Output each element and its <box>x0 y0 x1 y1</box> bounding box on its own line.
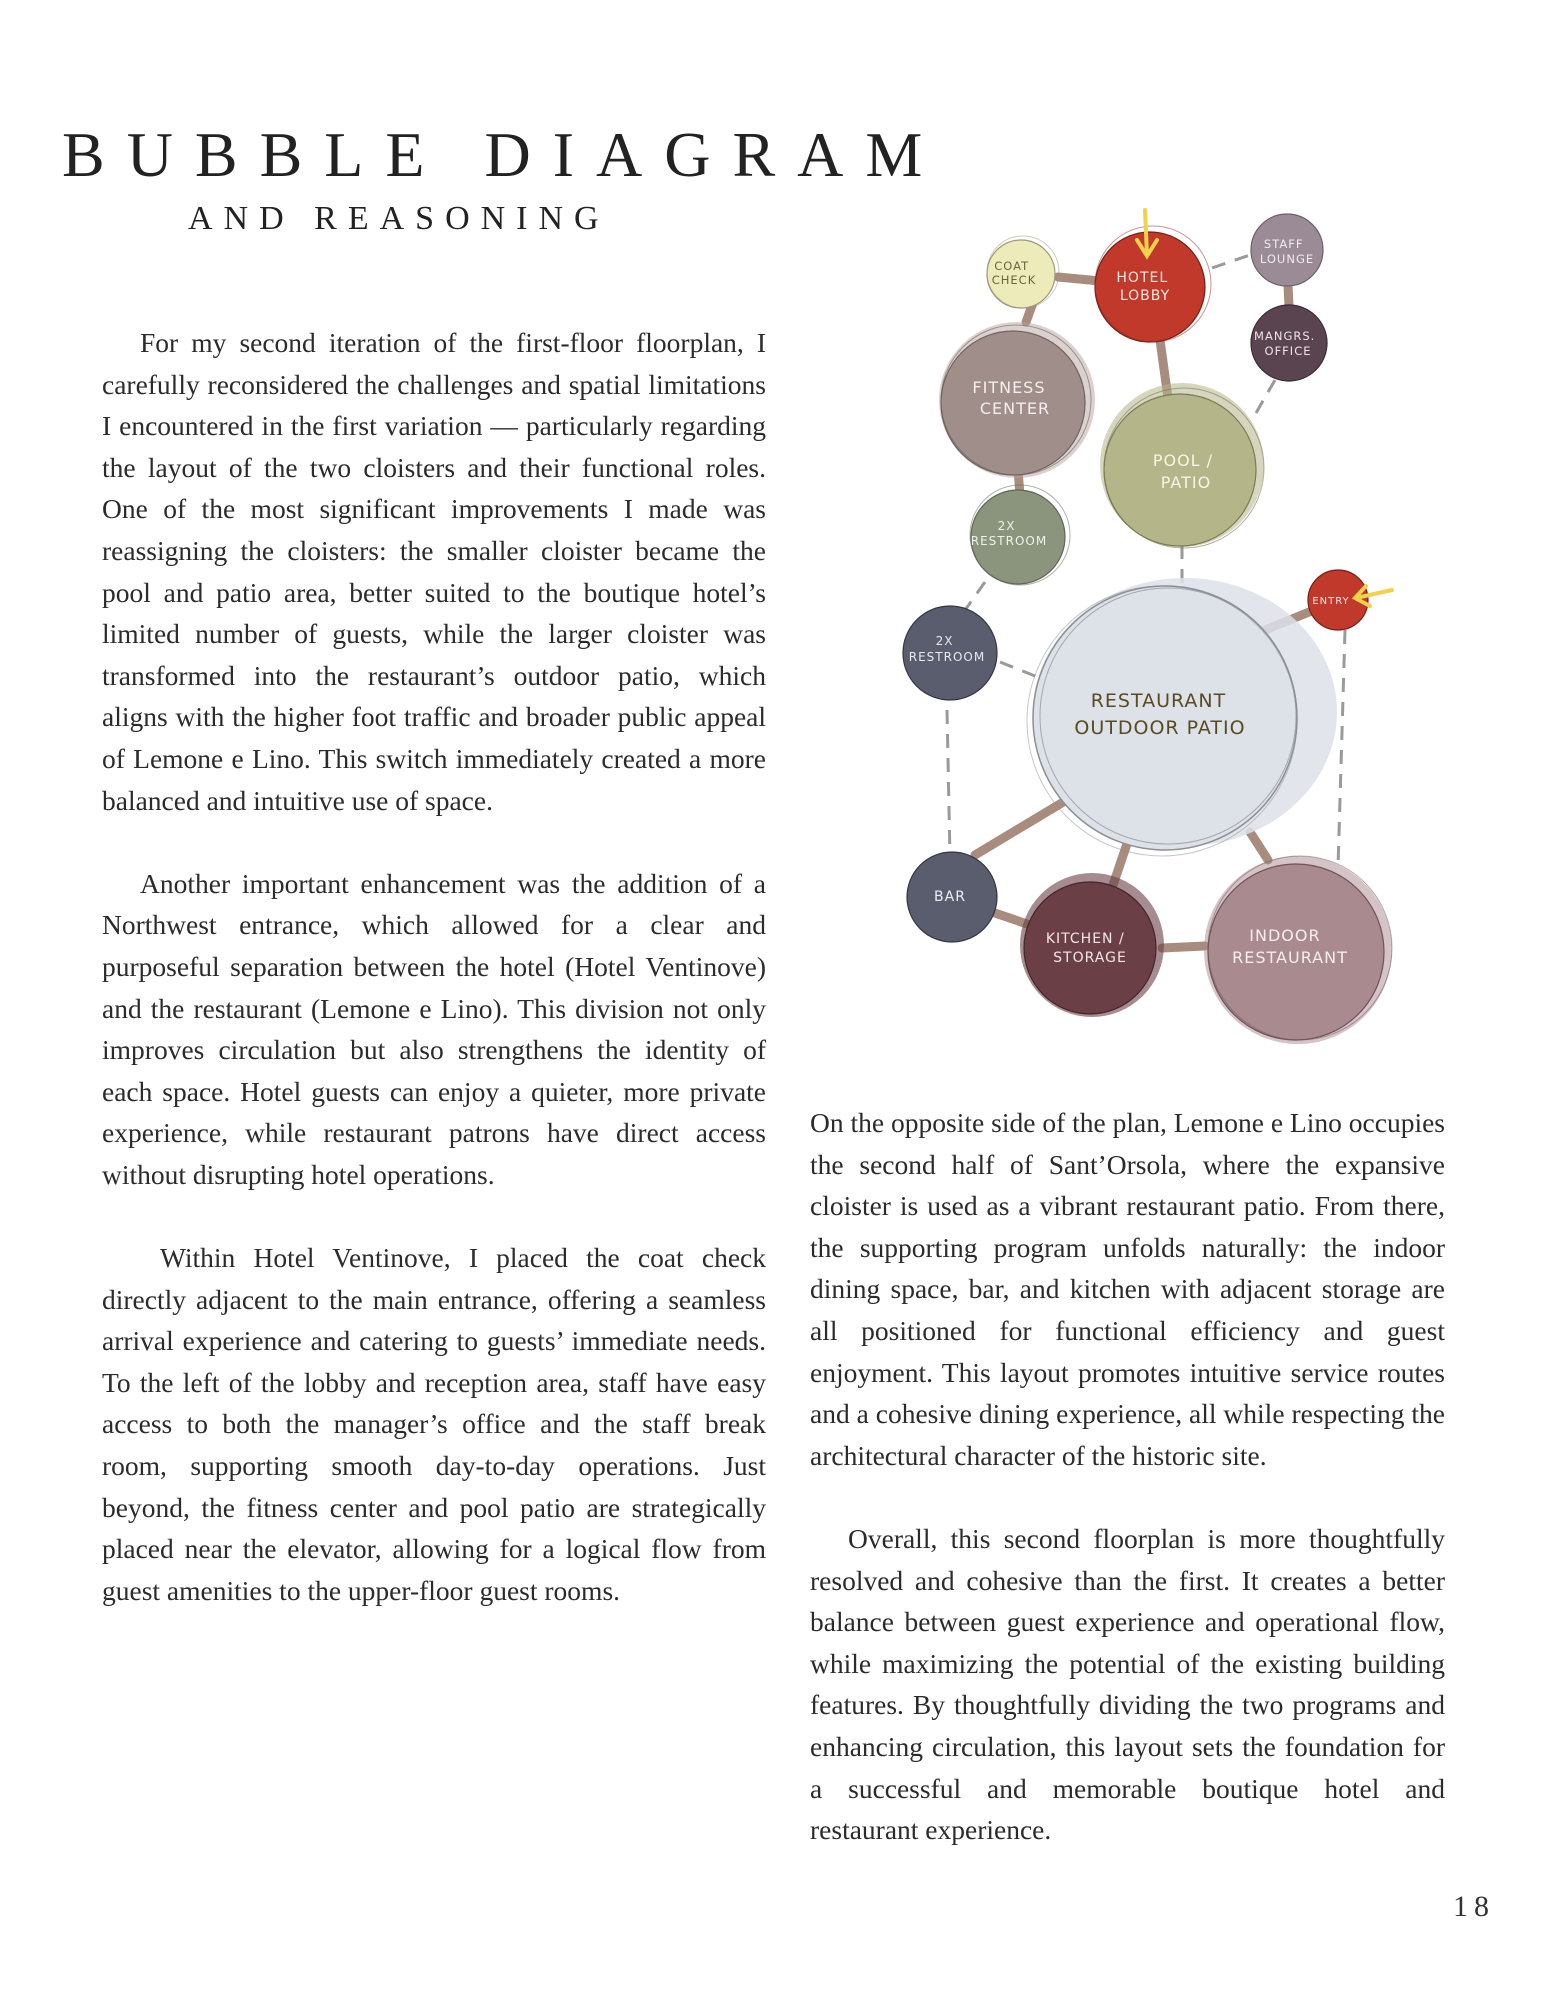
connector-lounge-office <box>1288 285 1289 306</box>
page-title: BUBBLE DIAGRAM <box>62 119 945 190</box>
label-coat-check-2: CHECK <box>991 273 1037 287</box>
restroom-lower-bubble <box>903 606 997 700</box>
label-hotel-lobby-1: HOTEL <box>1116 270 1169 286</box>
coat-check-bubble <box>987 236 1059 308</box>
label-pool-patio-2: PATIO <box>1160 473 1212 492</box>
svg-text:COAT CHECK <box>992 259 1037 287</box>
right-text-column <box>810 1102 1445 1892</box>
label-restroom-lower-1: 2X <box>935 634 954 648</box>
connector-patio-indoor <box>1250 832 1268 860</box>
label-staff-lounge-2: LOUNGE <box>1259 252 1315 266</box>
label-restaurant-outdoor-patio-1: RESTAURANT <box>1090 690 1227 712</box>
kitchen-storage-bubble <box>1020 873 1164 1017</box>
paragraph-restaurant: On the opposite side of the plan, Lemone e Lino occupies the second half of Sant’Orsola, where the expansive cloister is used as a vibrant restaurant patio. From there, the supporting program unfolds naturally: the indoor dining space, bar, and kitchen with adjacent storage are all positioned for functional efficiency and guest enjoyment. This layout promotes intuitive service routes and a cohesive dining experience, all while respecting the architectural character of the historic site. <box>810 1107 1445 1471</box>
dash-restroom-bar <box>947 710 950 858</box>
label-restaurant-outdoor-patio-2: OUTDOOR PATIO <box>1074 717 1246 739</box>
paragraph-conclusion: Overall, this second floorplan is more thoughtfully resolved and cohesive than the first. It creates a better balance between guest experience and operational flow, while maximizing the potential of the existing building features. By thoughtfully dividing the two programs and enhancing circulation, this layout sets the foundation for a successful and memorable boutique hotel and restaurant experience. <box>810 1522 1445 1846</box>
label-kitchen-storage-1: KITCHEN / <box>1045 931 1125 947</box>
dash-lobby-lounge <box>1212 255 1250 268</box>
label-restroom-lower-2: RESTROOM <box>908 650 986 664</box>
page-number: 18 <box>1453 1890 1495 1923</box>
label-restroom-upper-1: 2X <box>997 519 1016 533</box>
mangrs-office-bubble <box>1251 305 1327 381</box>
paragraph-hotel-layout: Within Hotel Ventinove, I placed the coat check directly adjacent to the main entrance, offering a seamless arrival experience and catering to guests’ immediate needs. To the left of the lobby and reception area, staff have easy access to both the manager’s office and the staff break room, supporting smooth day-to-day operations. Just beyond, the fitness center and pool patio are strategically placed near the elevator, allowing for a logical flow from guest amenities to the upper-floor guest rooms. <box>102 1242 766 1606</box>
label-hotel-lobby-2: LOBBY <box>1119 288 1171 304</box>
label-mangrs-office-1: MANGRS. <box>1254 329 1316 343</box>
dash-office-pool <box>1252 380 1275 420</box>
paragraph-cloisters: For my second iteration of the first-floor floorplan, I carefully reconsidered the challenges and spatial limitations I encountered in the first variation — particularly regarding the layout of the two cloisters and their functional roles. One of the most significant improvements I made was reassigning the cloisters: the smaller cloister became the pool and patio area, better suited to the boutique hotel’s limited number of guests, while the larger cloister was transformed into the restaurant’s outdoor patio, which aligns with the higher foot traffic and broader public appeal of Lemone e Lino. This switch immediately created a more balanced and intuitive use of space. <box>102 327 766 816</box>
label-pool-patio-1: POOL / <box>1152 451 1214 470</box>
pool-patio-bubble <box>1100 383 1264 548</box>
label-indoor-restaurant-1: INDOOR <box>1249 926 1321 945</box>
restaurant-outdoor-patio-bubble <box>1027 578 1337 856</box>
label-fitness-center-2: CENTER <box>979 399 1051 418</box>
page-subtitle: AND REASONING <box>188 200 610 237</box>
connector-kitchen-indoor <box>1162 946 1205 948</box>
label-coat-check-1: COAT <box>994 259 1030 273</box>
label-indoor-restaurant-2: RESTAURANT <box>1232 948 1348 967</box>
connector-coat-lobby <box>1058 277 1100 281</box>
entry-arrow-icon <box>1355 586 1392 606</box>
bar-bubble <box>907 852 997 942</box>
label-entry: ENTRY <box>1312 596 1350 607</box>
indoor-restaurant-bubble <box>1204 856 1392 1044</box>
label-bar: BAR <box>934 889 966 905</box>
label-kitchen-storage-2: STORAGE <box>1053 950 1127 966</box>
dash-entry-indoor <box>1338 630 1345 868</box>
svg-text:MANGRS. OFFICE <box>1254 329 1320 358</box>
restroom-upper-bubble <box>970 485 1070 585</box>
label-fitness-center-1: FITNESS <box>972 378 1046 397</box>
connector-patio-bar <box>975 795 1075 855</box>
dash-restroom-patio <box>1000 662 1040 678</box>
staff-lounge-bubble <box>1251 214 1323 286</box>
paragraph-entrance: Another important enhancement was the addition of a Northwest entrance, which allowed for a clear and purposeful separation between the hotel (Hotel Ventinove) and the restaurant (Lemone e Lino). This division not only improves circulation but also strengthens the identity of each space. Hotel guests can enjoy a quieter, more private experience, while restaurant patrons have direct access without disrupting hotel operations. <box>102 867 766 1190</box>
label-mangrs-office-2: OFFICE <box>1264 344 1312 358</box>
label-staff-lounge-1: STAFF <box>1263 237 1304 251</box>
svg-text:STAFF LOUNGE <box>1260 237 1314 266</box>
label-restroom-upper-2: RESTROOM <box>970 534 1048 548</box>
fitness-center-bubble <box>939 322 1095 478</box>
left-text-column <box>102 322 766 1653</box>
